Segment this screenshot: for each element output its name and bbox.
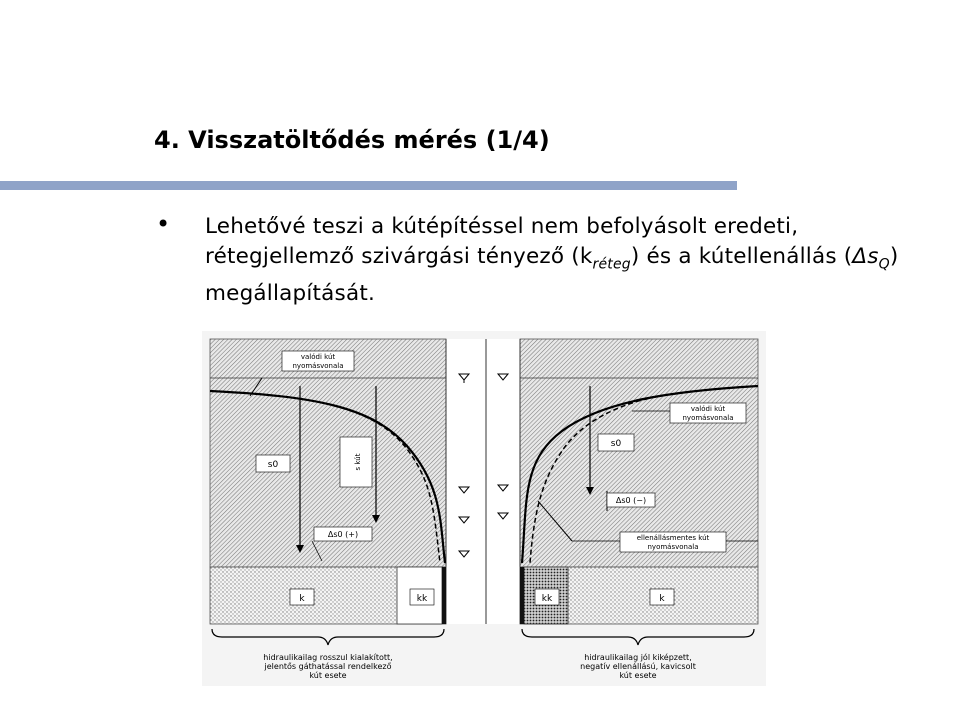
caption-left-3: kút esete	[309, 671, 347, 680]
bullet-icon: •	[156, 210, 171, 238]
svg-text:nyomásvonala: nyomásvonala	[682, 414, 734, 422]
caption-left-2: jelentős gáthatással rendelkező	[264, 662, 392, 671]
svg-text:nyomásvonala: nyomásvonala	[647, 543, 699, 551]
label-kk-left: kk	[416, 594, 428, 604]
well-recovery-diagram	[202, 331, 766, 686]
slide-title: 4. Visszatöltődés mérés (1/4)	[154, 126, 550, 154]
label-ds-left: Δs0 (+)	[327, 530, 359, 539]
caption-right-2: negatív ellenállású, kavicsolt	[580, 662, 696, 671]
label-k-left: k	[299, 594, 305, 604]
caption-left-1: hidraulikailag rosszul kialakított,	[263, 653, 393, 662]
label-kk-right: kk	[541, 594, 553, 604]
title-underline	[0, 181, 737, 190]
label-k-right: k	[659, 594, 665, 604]
label-true-level-right: valódi kút	[690, 405, 726, 413]
caption-right-3: kút esete	[619, 671, 657, 680]
label-true-level-left: valódi kút	[300, 353, 336, 361]
label-ideal-level: ellenállásmentes kút	[636, 534, 710, 542]
label-ds-right: Δs0 (−)	[615, 496, 647, 505]
svg-text:nyomásvonala: nyomásvonala	[292, 362, 344, 370]
caption-right-1: hidraulikailag jól kiképzett,	[584, 653, 692, 662]
label-s0-left: s0	[267, 460, 279, 470]
bullet-text: Lehetővé teszi a kútépítéssel nem befolyásolt eredeti, rétegjellemző szivárgási tényező $(k_{réteg})$ és a kútellenállás $(\Delta s_Q)$ megállapítását.	[205, 214, 899, 307]
label-s0-right: s0	[610, 439, 622, 449]
label-sk-left: s kút	[354, 453, 362, 471]
